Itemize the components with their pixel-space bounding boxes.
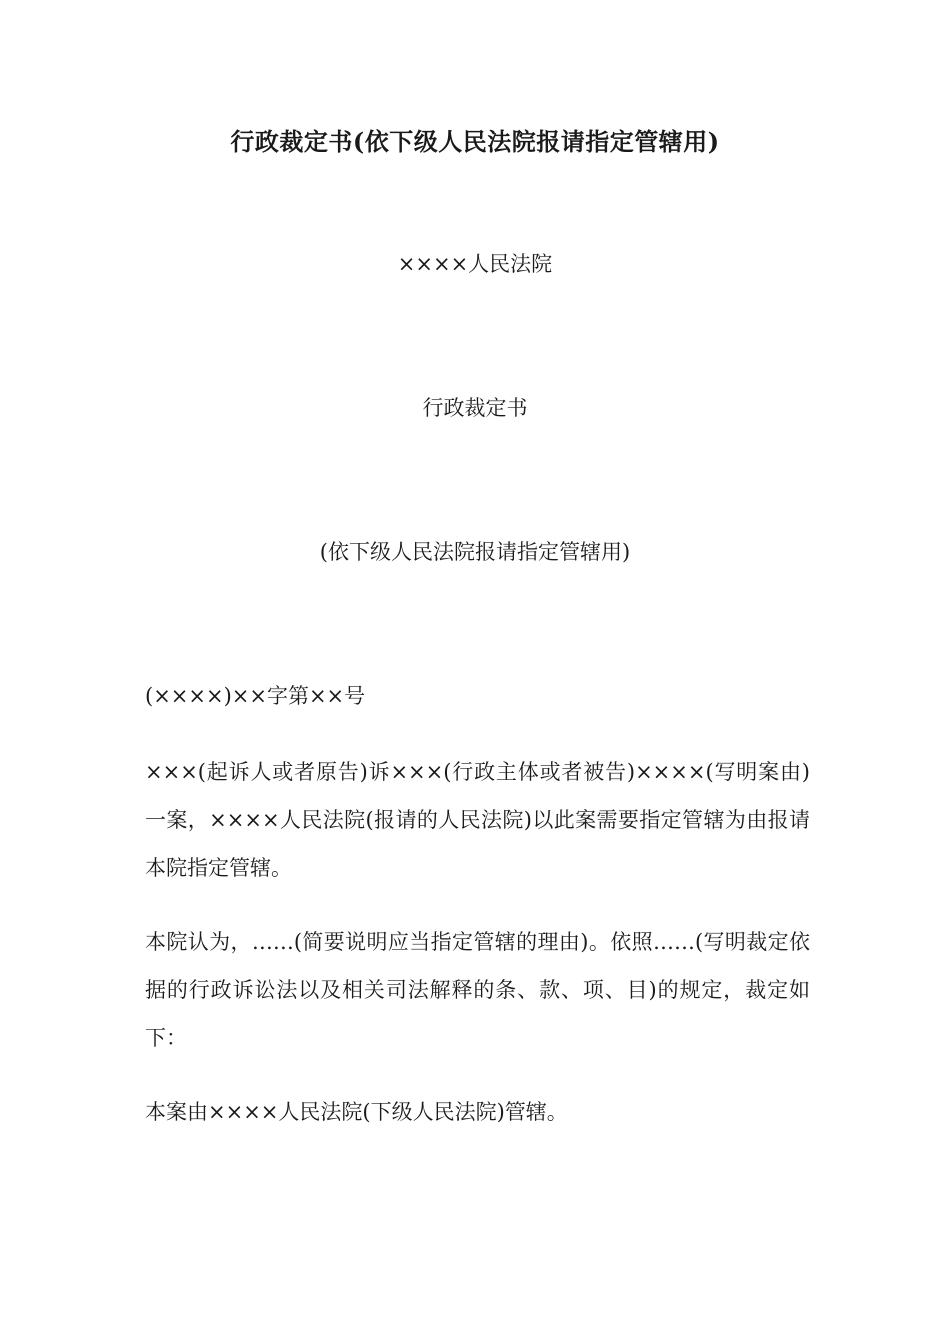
paragraph-court-reasoning: 本院认为，……(简要说明应当指定管辖的理由)。依照……(写明裁定依据的行政诉讼法以及相关司法解释的条、款、项、目)的规定，裁定如下： <box>145 930 810 1050</box>
court-name: ××××人民法院 <box>397 252 553 276</box>
document-title: 行政裁定书(依下级人民法院报请指定管辖用) <box>230 127 720 156</box>
case-number: (××××)××字第××号 <box>145 684 366 708</box>
document-type: 行政裁定书 <box>422 396 528 420</box>
paragraph-case-facts: ×××(起诉人或者原告)诉×××(行政主体或者被告)××××(写明案由)一案，××××人民法院(报请的人民法院)以此案需要指定管辖为由报请本院指定管辖。 <box>145 760 810 880</box>
document-subtitle: (依下级人民法院报请指定管辖用) <box>319 540 631 564</box>
paragraph-ruling: 本案由××××人民法院(下级人民法院)管辖。 <box>145 1100 568 1124</box>
